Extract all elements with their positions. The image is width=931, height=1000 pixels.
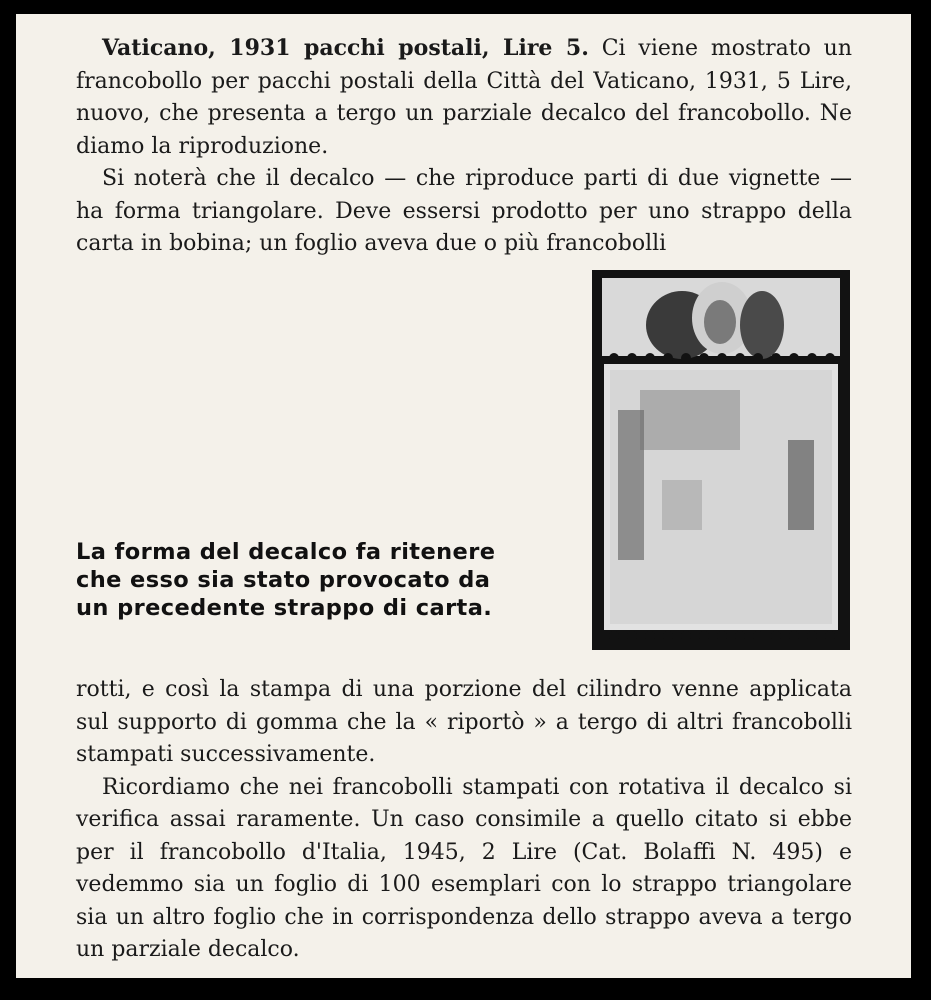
caption-line-2: che esso sia stato provocato da — [76, 567, 491, 593]
paragraph-2: Si noterà che il decalco — che riproduce parti di due vignette — ha forma triangolare. Deve essersi prodotto per uno strappo della carta in bobina; un foglio aveva due o più francobolli — [76, 166, 852, 256]
article-intro — [76, 32, 852, 261]
paragraph-1 — [76, 32, 852, 163]
stamp-image — [592, 270, 850, 650]
caption-line-3: un precedente strappo di carta. — [76, 595, 493, 621]
paragraph-4: Ricordiamo che nei francobolli stampati con rotativa il decalco si verifica assai raramente. Un caso consimile a quello citato si ebbe per il francobollo d'Italia, 1945, 2 Lire (Cat. Bolaffi N. 495) e vedemmo sia un foglio di 100 esemplari con lo strappo triangolare sia un altro foglio che in corrispondenza dello strappo aveva a tergo un parziale decalco. — [76, 774, 852, 962]
article-heading: Vaticano, 1931 pacchi postali, Lire 5. — [102, 35, 589, 61]
paragraph-3: rotti, e così la stampa di una porzione del cilindro venne applicata sul supporto di gomma che la « riportò » a tergo di altri francobolli stampati successivamente. — [76, 677, 852, 767]
image-caption — [76, 538, 576, 622]
document-page — [16, 14, 911, 978]
stamp-photo — [592, 270, 850, 650]
paragraph-1-text: Ci viene mostrato un francobollo per pacchi postali della Città del Vaticano, 1931, 5 Lire, nuovo, che presenta a tergo un parziale decalco del francobollo. Ne diamo la riproduzione. — [76, 36, 852, 159]
caption-line-1: La forma del decalco fa ritenere — [76, 539, 496, 565]
article-continuation — [76, 674, 852, 967]
